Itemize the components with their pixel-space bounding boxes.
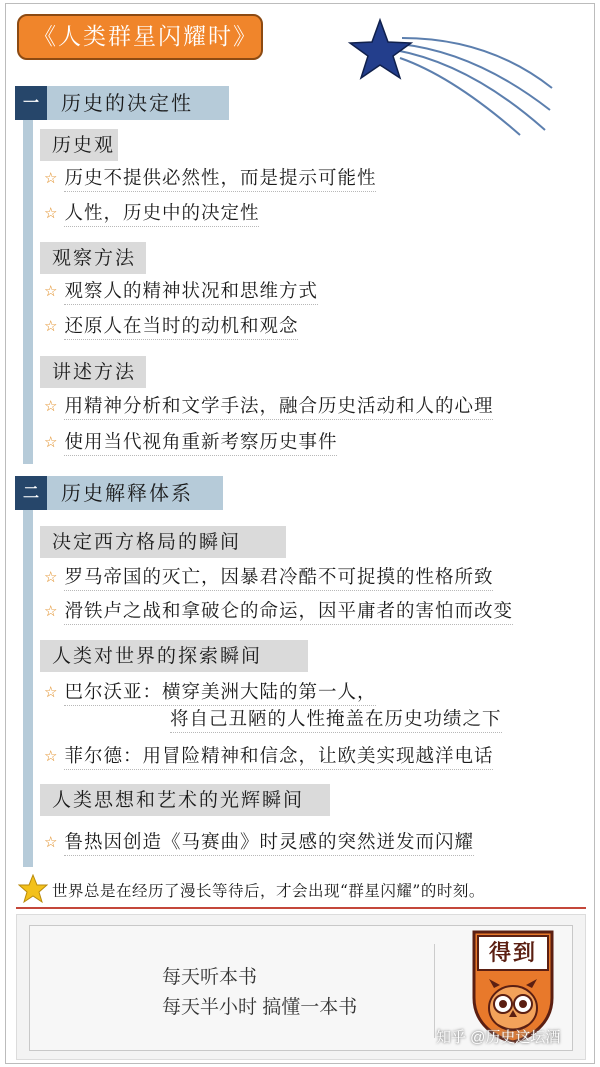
list-item: ☆ 鲁热因创造《马赛曲》时灵感的突然迸发而闪耀 [44, 828, 474, 858]
list-item: ☆ 历史不提供必然性，而是提示可能性 [44, 164, 376, 194]
list-item: ☆ 罗马帝国的灭亡，因暴君冷酷不可捉摸的性格所致 [44, 563, 493, 593]
section-2-rail [23, 507, 33, 867]
list-item: ☆ 巴尔沃亚：横穿美洲大陆的第一人， [44, 678, 376, 708]
bullet-star-icon: ☆ [44, 169, 59, 187]
group-title: 决定西方格局的瞬间 [40, 526, 286, 558]
watermark: 知乎 @历史这坛酒 [436, 1029, 561, 1046]
list-item: ☆ 还原人在当时的动机和观念 [44, 312, 298, 342]
bullet-star-icon: ☆ [44, 204, 59, 222]
section-2-header [15, 476, 223, 510]
bullet-star-icon: ☆ [44, 602, 59, 620]
list-item: ☆ 用精神分析和文学手法，融合历史活动和人的心理 [44, 392, 493, 422]
section-title: 历史的决定性 [61, 91, 193, 115]
summary-text: 世界总是在经历了漫长等待后，才会出现“群星闪耀”的时刻。 [52, 882, 485, 900]
slogan-line-1: 每天听本书 [162, 967, 258, 988]
bullet-star-icon: ☆ [44, 747, 59, 765]
group-title: 历史观 [40, 129, 118, 161]
slogan-line-2: 每天半小时 搞懂一本书 [162, 997, 358, 1018]
bullet-star-icon: ☆ [44, 833, 59, 851]
bullet-star-icon: ☆ [44, 568, 59, 586]
group-title: 观察方法 [40, 242, 146, 274]
list-item: ☆ 人性，历史中的决定性 [44, 199, 259, 229]
bullet-star-icon: ☆ [44, 397, 59, 415]
group-title: 讲述方法 [40, 356, 146, 388]
gold-star-icon [18, 874, 48, 904]
shooting-star-icon [340, 10, 560, 140]
list-item: ☆ 滑铁卢之战和拿破仑的命运，因平庸者的害怕而改变 [44, 597, 513, 627]
divider [16, 907, 586, 909]
section-number: 二 [15, 476, 47, 510]
group-title: 人类思想和艺术的光辉瞬间 [40, 784, 330, 816]
section-title: 历史解释体系 [61, 481, 193, 505]
footer-divider [434, 944, 435, 1038]
section-1-header [15, 86, 229, 120]
group-title: 人类对世界的探索瞬间 [40, 640, 308, 672]
bullet-star-icon: ☆ [44, 317, 59, 335]
section-1-rail [23, 118, 33, 464]
book-title: 《人类群星闪耀时》 [17, 14, 263, 60]
list-item: ☆ 观察人的精神状况和思维方式 [44, 277, 318, 307]
bullet-star-icon: ☆ [44, 683, 59, 701]
list-item: ☆ 菲尔德：用冒险精神和信念，让欧美实现越洋电话 [44, 742, 493, 772]
list-item: ☆ 使用当代视角重新考察历史事件 [44, 428, 337, 458]
logo-text: 得到 [488, 940, 537, 966]
list-item-continuation: 将自己丑陋的人性掩盖在历史功绩之下 [170, 705, 502, 735]
bullet-star-icon: ☆ [44, 433, 59, 451]
bullet-star-icon: ☆ [44, 282, 59, 300]
section-number: 一 [15, 86, 47, 120]
